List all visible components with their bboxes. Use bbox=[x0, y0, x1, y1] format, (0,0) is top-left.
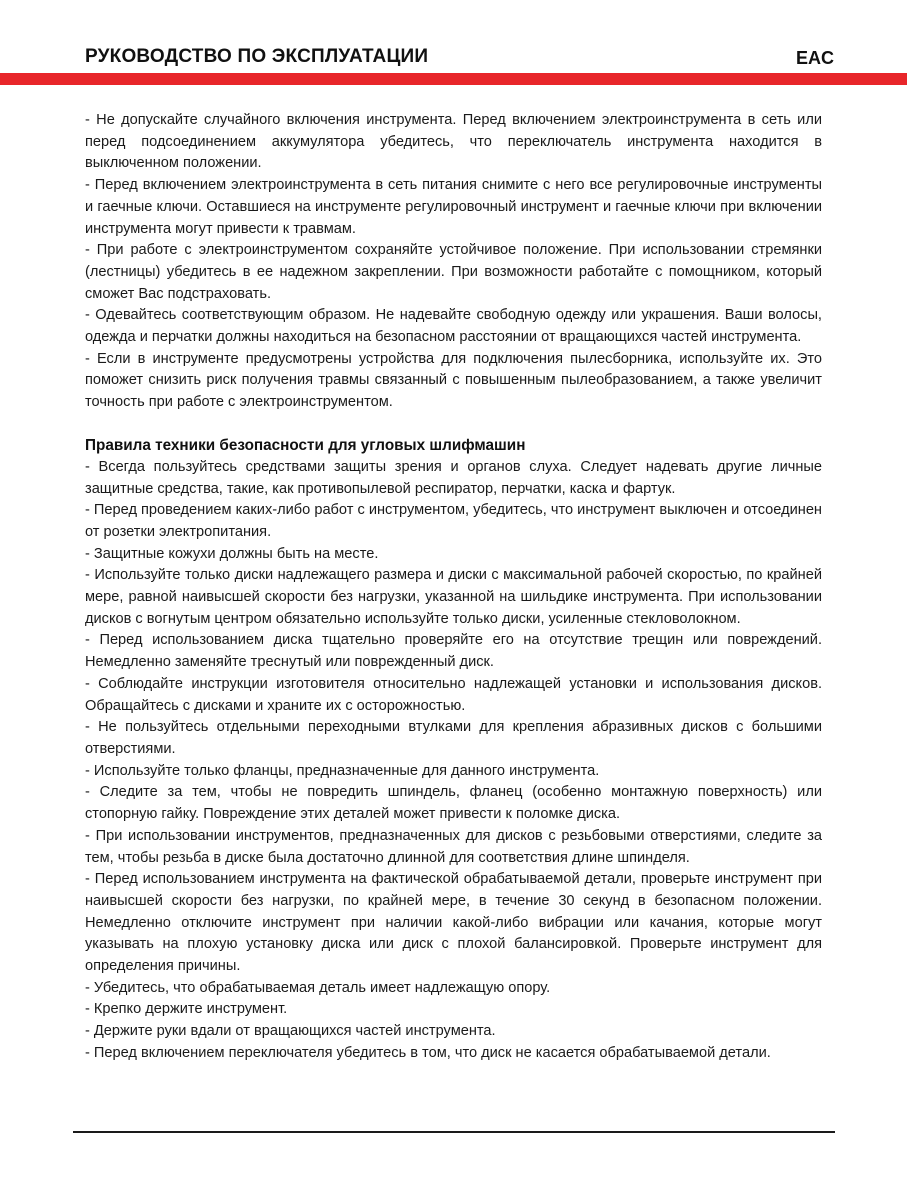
paragraph: - Не пользуйтесь отдельными переходными втулками для крепления абразивных дисков с большими отверстиями. bbox=[85, 719, 822, 757]
page-header-title: РУКОВОДСТВО ПО ЭКСПЛУАТАЦИИ bbox=[85, 46, 429, 67]
paragraph: - При использовании инструментов, предназначенных для дисков с резьбовыми отверстиями, следите за тем, чтобы резьба в диске была достаточно длинной для соответствия длине шпинделя. bbox=[85, 827, 822, 866]
header-red-band bbox=[0, 73, 907, 85]
paragraph: - Если в инструменте предусмотрены устройства для подключения пылесборника, используйте их. Это поможет снизить риск получения травмы связанный с повышенным пылеобразованием, а также увеличит точность при работе с электроинструментом. bbox=[85, 350, 822, 411]
paragraph: - Перед проведением каких-либо работ с инструментом, убедитесь, что инструмент выключен и отсоединен от розетки электропитания. bbox=[85, 502, 822, 540]
paragraph: - Всегда пользуйтесь средствами защиты зрения и органов слуха. Следует надевать другие личные защитные средства, такие, как противопылевой респиратор, перчатки, каска и фартук. bbox=[85, 458, 822, 497]
paragraph: - Перед включением электроинструмента в сеть питания снимите с него все регулировочные инструменты и гаечные ключи. Оставшиеся на инструменте регулировочный инструмент и гаечные ключи при включении инструмента могут привести к травмам. bbox=[85, 177, 822, 237]
document-body bbox=[85, 110, 822, 1065]
paragraph: - Перед использованием диска тщательно проверяйте его на отсутствие трещин или повреждений. Немедленно заменяйте треснутый или поврежденный диск. bbox=[85, 632, 822, 671]
paragraph: - При работе с электроинструментом сохраняйте устойчивое положение. При использовании стремянки (лестницы) убедитесь в ее надежном закреплении. При возможности работайте с помощником, который сможет Вас подстраховать. bbox=[85, 242, 822, 302]
paragraph: - Защитные кожухи должны быть на месте. bbox=[85, 545, 379, 562]
paragraph: - Соблюдайте инструкции изготовителя относительно надлежащей установки и использования дисков. Обращайтесь с дисками и храните их с осторожностью. bbox=[85, 675, 822, 714]
section-heading: Правила техники безопасности для угловых шлифмашин bbox=[85, 436, 526, 454]
paragraph: - Перед использованием инструмента на фактической обрабатываемой детали, проверьте инструмент при наивысшей скорости без нагрузки, по крайней мере, в течение 30 секунд в безопасном положении. Немедленно отключите инструмент при наличии какой-либо вибрации или качания, которые могут указывать на плохую установку диска или диск с плохой балансировкой. Проверьте инструмент для определения причины. bbox=[85, 871, 822, 975]
paragraph: - Перед включением переключателя убедитесь в том, что диск не касается обрабатываемой детали. bbox=[85, 1044, 771, 1061]
footer-rule bbox=[73, 1131, 835, 1133]
paragraph: - Одевайтесь соответствующим образом. Не надевайте свободную одежду или украшения. Ваши волосы, одежда и перчатки должны находиться на безопасном расстоянии от вращающихся частей инструмента. bbox=[85, 307, 822, 346]
paragraph: - Убедитесь, что обрабатываемая деталь имеет надлежащую опору. bbox=[85, 979, 551, 996]
paragraph: - Держите руки вдали от вращающихся частей инструмента. bbox=[85, 1023, 496, 1040]
paragraph: - Следите за тем, чтобы не повредить шпиндель, фланец (особенно монтажную поверхность) или стопорную гайку. Повреждение этих деталей может привести к поломке диска. bbox=[85, 784, 822, 823]
paragraph: - Не допускайте случайного включения инструмента. Перед включением электроинструмента в сеть или перед подсоединением аккумулятора убедитесь, что переключатель инструмента находится в выключенном положении. bbox=[85, 112, 822, 172]
paragraph: - Используйте только фланцы, предназначенные для данного инструмента. bbox=[85, 762, 600, 779]
paragraph: - Крепко держите инструмент. bbox=[85, 1001, 288, 1018]
paragraph: - Используйте только диски надлежащего размера и диски с максимальной рабочей скоростью, по крайней мере, равной наивысшей скорости без нагрузки, указанной на шильдике инструмента. При использовании дисков с вогнутым центром обязательно используйте только диски, усиленные стекловолокном. bbox=[85, 567, 822, 627]
eac-mark: EAC bbox=[795, 48, 834, 68]
